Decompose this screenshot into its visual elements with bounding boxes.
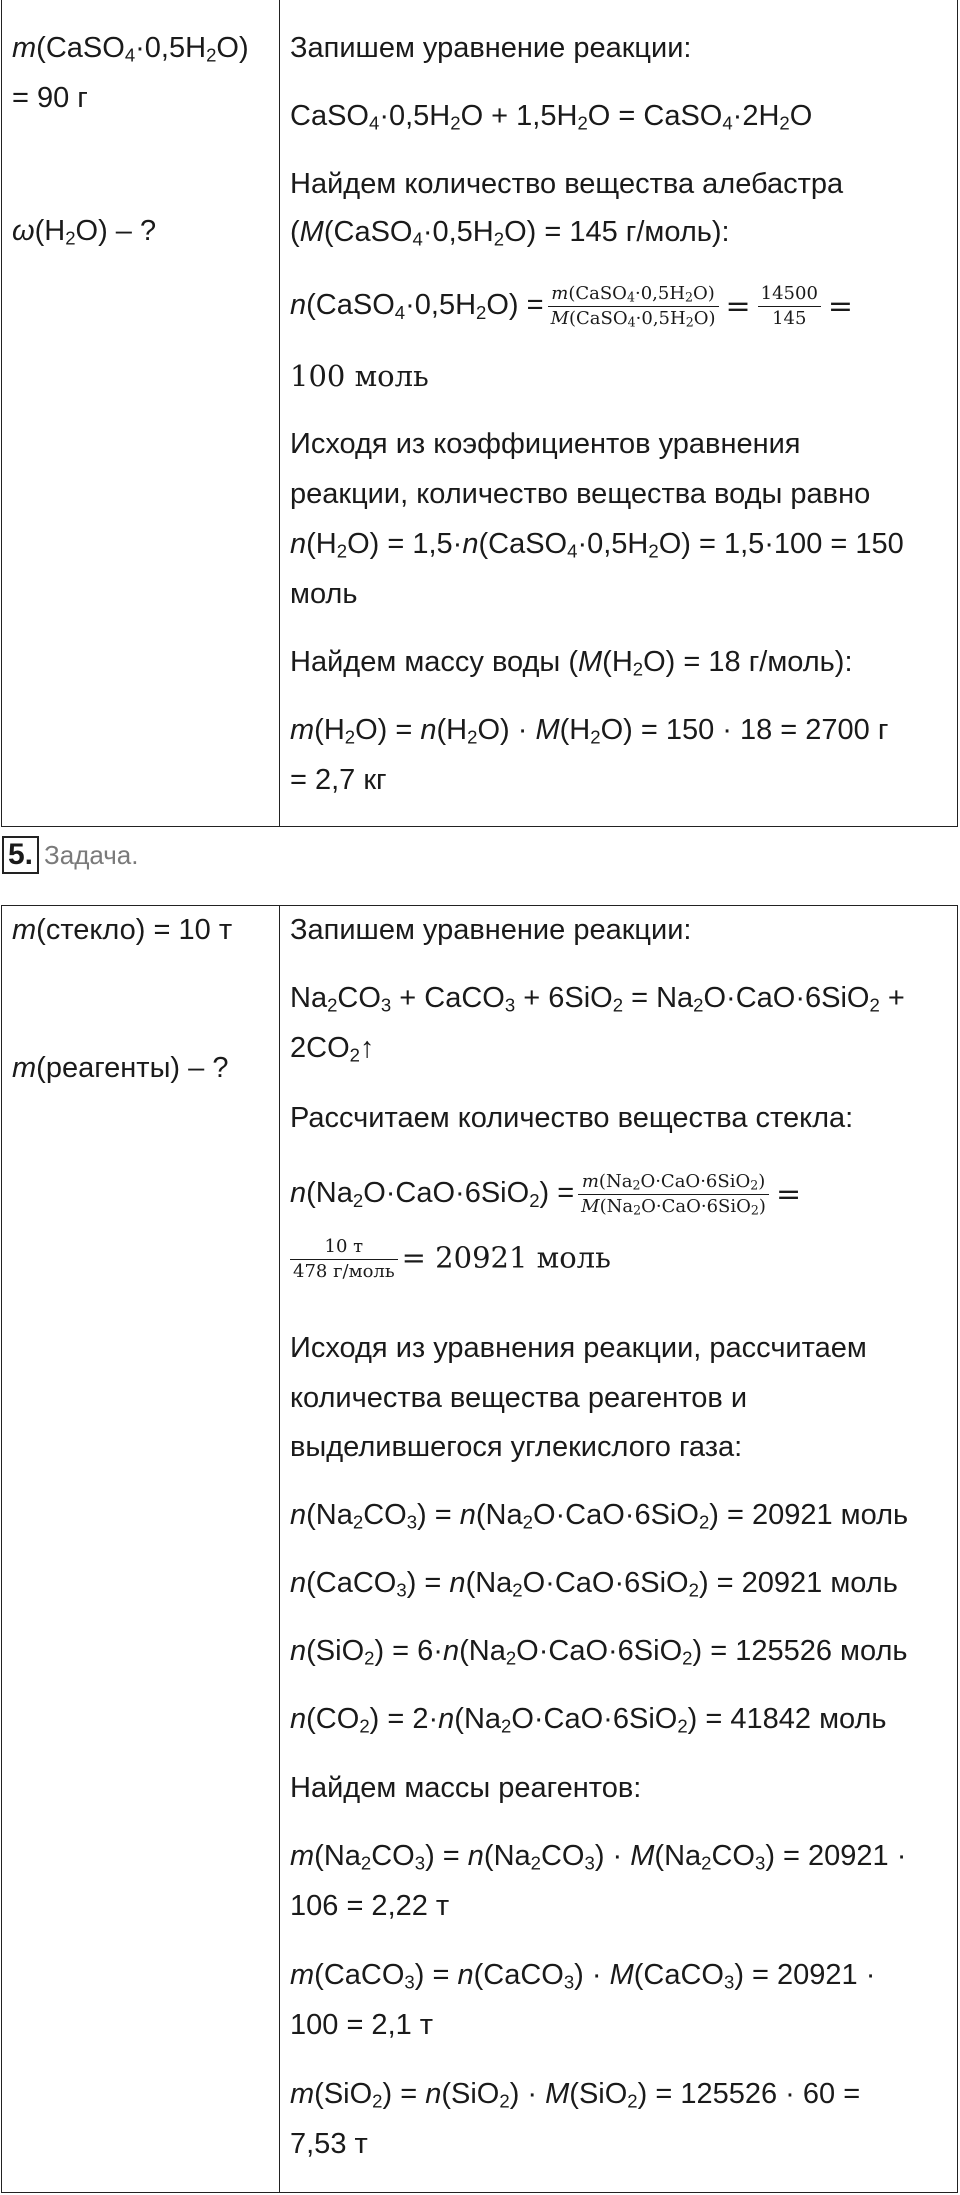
text-line: выделившегося углекислого газа: <box>290 1431 743 1463</box>
find-mass-fraction: $\omega(H_2O)$ – ? <box>12 215 157 249</box>
molar-mass-line: ($M(CaSO_4\cdot 0,5H_2O) = 145$ г/моль): <box>290 216 730 250</box>
text-line: Исходя из коэффициентов уравнения <box>290 428 801 460</box>
given-mass-alabaster: $m(CaSO_4\cdot 0,5H_2O)$ <box>12 32 249 66</box>
amount-formula-line: $n(CaSO_4\cdot 0,5H_2O)$ = $\frac{m(CaSO_4\cdot 0,5H_2O)}{M(CaSO_4\cdot 0,5H_2O)}$ = $\frac{14500}{145}$ = <box>290 283 854 330</box>
text-line: Исходя из уравнения реакции, рассчитаем <box>290 1332 867 1364</box>
solution-table-2 <box>1 905 958 2193</box>
amount-co2: $n(CO_2) = 2\cdot n(Na_2O\cdot CaO\cdot 6SiO_2) = 41842$ моль <box>290 1703 887 1737</box>
given-mass-glass: m(стекло) = 10 т <box>12 914 233 946</box>
text-line: моль <box>290 578 358 610</box>
mass-caco3: m(CaCO$_3$) = n(CaCO$_3$) · M(CaCO$_3$) = 20921 · <box>290 1959 876 1993</box>
amount-glass-result <box>290 1236 611 1283</box>
text: 478 г/моль <box>293 1261 395 1282</box>
task-label: Задача. <box>44 839 139 870</box>
mass-sio2: m(SiO$_2$) = n(SiO$_2$) · M(SiO$_2$) = 125526 · 60 = <box>290 2078 861 2112</box>
text: ) = 20921 · <box>765 1840 907 1872</box>
text: ) = 20921 моль <box>698 1567 898 1599</box>
text-line: 100 = 2,1 т <box>290 2009 434 2041</box>
step-find-amount: Рассчитаем количество вещества стекла: <box>290 1102 854 1134</box>
text-line: 7,53 т <box>290 2128 368 2160</box>
column-divider <box>279 0 280 826</box>
step-find-amount: Найдем количество вещества алебастра <box>290 168 844 200</box>
task-header <box>2 836 138 874</box>
step-find-masses: Найдем массы реагентов: <box>290 1772 642 1804</box>
amount-glass-formula: $n(Na_2O\cdot CaO\cdot 6SiO_2)$ = $\frac{m(Na_2O\cdot CaO\cdot 6SiO_2)}{M(Na_2O\cdot CaO\cdot 6SiO_2)}$ = <box>290 1171 802 1218</box>
text: O·CaO·6SiO <box>532 1499 699 1531</box>
text: ) = 20921 · <box>734 1959 876 1991</box>
amount-na2co3: $n(Na_2CO_3) = n(Na_2O\cdot CaO\cdot 6SiO_2) = 20921$ моль <box>290 1499 909 1533</box>
text: = 1,5·100 = 150 <box>698 528 904 560</box>
column-divider <box>279 906 280 2192</box>
text: 145 <box>772 308 807 329</box>
text: (CaSO <box>36 32 125 64</box>
equation-line-2: $2CO_2↑$ <box>290 1032 375 1066</box>
mass-water-line: $m(H_2O) = n(H_2O) \cdot M(H_2O) = 150 \cdot 18 = 2700$ г <box>290 714 889 748</box>
text: Найдем массу воды ( <box>290 646 578 678</box>
text: ) = 125526 моль <box>692 1635 908 1667</box>
text-line: 106 = 2,22 т <box>290 1890 450 1922</box>
amount-caco3: n(CaCO$_3$) = $n(Na_2O\cdot CaO\cdot 6SiO_2) = 20921$ моль <box>290 1567 898 1601</box>
fraction-mass-over-molar: $\frac{m(CaSO_4\cdot 0,5H_2O)}{M(CaSO_4\cdot 0,5H_2O)}$ <box>548 283 719 330</box>
fraction-numeric <box>758 283 821 330</box>
find-mass-reagents: m(реагенты) – ? <box>12 1052 229 1084</box>
text-line: количества вещества реагентов и <box>290 1382 748 1414</box>
text-line: = 2,7 кг <box>290 764 387 796</box>
text: 14500 <box>758 283 821 307</box>
text: (реагенты) – ? <box>36 1052 229 1084</box>
text: = 145 г/моль): <box>544 216 730 248</box>
task-number: 5. <box>2 836 39 874</box>
given-value: = 90 г <box>12 82 88 114</box>
text: O) = 18 г/моль): <box>643 646 853 678</box>
text: 10 т <box>290 1236 398 1260</box>
text: = 20921 моль <box>401 1240 611 1275</box>
text: ) = 125526 · 60 = <box>637 2078 861 2110</box>
step-write-equation: Запишем уравнение реакции: <box>290 914 692 946</box>
amount-water-line: $n(H_2O)$ = $1,5\cdot n(CaSO_4\cdot 0,5H_2O) = 1,5\cdot 100 = 150$ <box>290 528 904 562</box>
step-write-equation: Запишем уравнение реакции: <box>290 32 692 64</box>
equation-line: $Na_2CO_3$ + CaCO$_3$ + $6SiO_2 = Na_2O\cdot CaO\cdot 6SiO_2$ + <box>290 982 905 1016</box>
mass-na2co3: $m(Na_2CO_3) = n(Na_2CO_3) \cdot M(Na_2CO_3) = 20921$ · <box>290 1840 907 1874</box>
text-line: реакции, количество вещества воды равно <box>290 478 871 510</box>
amount-result: 100 моль <box>290 359 429 393</box>
text: (стекло) = 10 т <box>36 914 233 946</box>
text: O) = 150 · 18 = 2700 г <box>600 714 889 746</box>
fraction-numeric <box>290 1236 398 1283</box>
fraction-mass-over-molar: $\frac{m(Na_2O\cdot CaO\cdot 6SiO_2)}{M(Na_2O\cdot CaO\cdot 6SiO_2)}$ <box>578 1171 769 1218</box>
step-find-mass: Найдем массу воды ($M(H_2O) = 18$ г/моль): <box>290 646 853 680</box>
equation-line: $CaSO_4\cdot 0,5H_2O + 1,5H_2O$ = $CaSO_4\cdot 2H_2O$ <box>290 100 813 134</box>
text: ) = 41842 моль <box>687 1703 887 1735</box>
amount-sio2: $n(SiO_2) = 6\cdot n(Na_2O\cdot CaO\cdot 6SiO_2) = 125526$ моль <box>290 1635 908 1669</box>
text: ) = 20921 моль <box>709 1499 909 1531</box>
text: (H <box>34 215 66 247</box>
